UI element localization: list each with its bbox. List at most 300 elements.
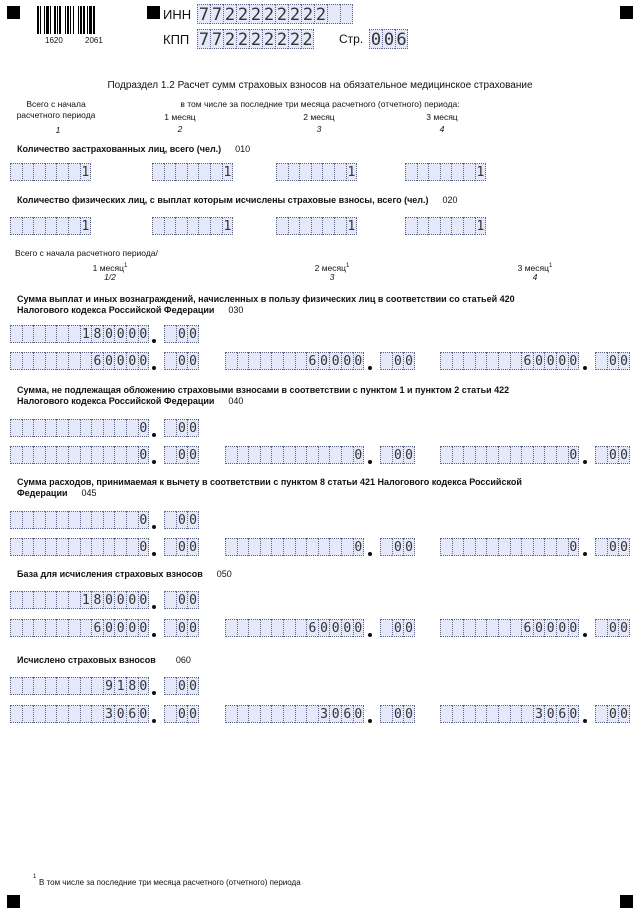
col-total-number: 1 (55, 125, 61, 135)
char-cell (10, 591, 22, 609)
char-cell: 6 (521, 619, 533, 637)
line-060-month2-dec[interactable] (380, 705, 415, 723)
char-cell (595, 538, 607, 556)
char-cell (380, 352, 392, 370)
line-045-month2-dec[interactable] (380, 538, 415, 556)
line-060-month1-dec[interactable] (164, 705, 199, 723)
char-cell (68, 325, 80, 343)
char-cell (114, 538, 126, 556)
col-month1-number: 2 (177, 124, 183, 134)
line-030-month1-int[interactable] (10, 352, 149, 370)
barcode-bar (67, 6, 69, 34)
char-cell (22, 419, 34, 437)
char-cell: 0 (176, 446, 188, 464)
char-cell: 0 (354, 354, 363, 369)
char-cell: 0 (544, 705, 556, 723)
line-050-total-dec[interactable] (164, 591, 199, 609)
barcode-bar (40, 6, 41, 34)
line-045-total-dec[interactable] (164, 511, 199, 529)
char-cell: 0 (354, 448, 363, 463)
line-050-month2-dec[interactable] (380, 619, 415, 637)
char-cell (33, 325, 45, 343)
char-cell: 0 (176, 591, 188, 609)
line-050-label: База для исчисления страховых взносов 050 (17, 569, 232, 579)
char-cell (271, 446, 283, 464)
char-cell (210, 163, 222, 181)
char-cell (237, 538, 249, 556)
line-030-total-dec[interactable] (164, 325, 199, 343)
char-cell: 0 (189, 513, 197, 528)
char-cell: 0 (103, 591, 115, 609)
barcode-bar (73, 6, 74, 34)
decimal-dot (152, 433, 156, 437)
char-cell: 0 (139, 679, 148, 694)
char-cell: 0 (189, 448, 197, 463)
char-cell (271, 619, 283, 637)
line-045-month1-dec[interactable] (164, 538, 199, 556)
char-cell (10, 217, 22, 235)
char-cell (56, 352, 68, 370)
line-010-month1[interactable] (152, 163, 233, 181)
line-045-total-int[interactable] (10, 511, 149, 529)
char-cell (33, 352, 45, 370)
char-cell (260, 538, 272, 556)
char-cell (248, 705, 260, 723)
char-cell (10, 163, 22, 181)
char-cell (91, 705, 103, 723)
line-050-month3-dec[interactable] (595, 619, 630, 637)
char-cell (164, 705, 176, 723)
char-cell (276, 217, 288, 235)
char-cell: 0 (126, 352, 138, 370)
char-cell (164, 511, 176, 529)
line-040-total-dec[interactable] (164, 419, 199, 437)
char-cell (45, 591, 57, 609)
char-cell (533, 538, 545, 556)
char-cell: 2 (224, 5, 236, 25)
char-cell (334, 163, 346, 181)
col-month3-number: 4 (439, 124, 445, 134)
char-cell (283, 352, 295, 370)
char-cell (486, 619, 498, 637)
char-cell (498, 446, 510, 464)
char-cell (91, 677, 103, 695)
line-030-month3-int[interactable] (440, 352, 579, 370)
char-cell (10, 352, 22, 370)
char-cell (225, 705, 237, 723)
char-cell (103, 419, 115, 437)
char-cell (521, 705, 533, 723)
line-050-month3-int[interactable] (440, 619, 579, 637)
char-cell (164, 591, 176, 609)
char-cell (260, 705, 272, 723)
decimal-dot (152, 525, 156, 529)
char-cell (452, 705, 464, 723)
months-subtitle: в том числе за последние три месяца расчетного (отчетного) периода: (180, 99, 460, 109)
char-cell (248, 619, 260, 637)
char-cell: 3 (533, 705, 545, 723)
char-cell (288, 217, 300, 235)
char-cell (440, 705, 452, 723)
char-cell (271, 538, 283, 556)
char-cell (329, 446, 341, 464)
char-cell (498, 538, 510, 556)
char-cell: 0 (392, 538, 404, 556)
char-cell (22, 677, 34, 695)
char-cell (56, 446, 68, 464)
char-cell: 0 (354, 540, 363, 555)
line-040-month2-int[interactable] (225, 446, 364, 464)
char-cell (322, 217, 334, 235)
char-cell (475, 446, 487, 464)
char-cell (33, 538, 45, 556)
char-cell: 1 (347, 219, 356, 234)
char-cell: 8 (126, 677, 138, 695)
char-cell (45, 325, 57, 343)
char-cell (533, 446, 545, 464)
line-010-month2[interactable] (276, 163, 357, 181)
char-cell: 1 (80, 591, 92, 609)
line-050-month1-dec[interactable] (164, 619, 199, 637)
char-cell (22, 619, 34, 637)
col-total-header: Всего с начала расчетного периода (16, 99, 96, 120)
char-cell (33, 591, 45, 609)
line-045-month2-int[interactable] (225, 538, 364, 556)
char-cell: 9 (103, 677, 115, 695)
char-cell (10, 677, 22, 695)
line-020-month1[interactable] (152, 217, 233, 235)
char-cell: 0 (139, 593, 148, 608)
line-060-month1-int[interactable] (10, 705, 149, 723)
line-045-month3-int[interactable] (440, 538, 579, 556)
char-cell (33, 619, 45, 637)
char-cell: 1 (80, 325, 92, 343)
char-cell (22, 217, 34, 235)
char-cell (288, 163, 300, 181)
col2-month3-number: 4 (532, 272, 538, 282)
char-cell (80, 538, 92, 556)
col2-month1-header: 1 месяц$^1$ (92, 262, 128, 273)
char-cell (22, 352, 34, 370)
char-cell: 0 (329, 619, 341, 637)
line-010-total[interactable] (10, 163, 91, 181)
decimal-dot (583, 719, 587, 723)
line-050-month1-int[interactable] (10, 619, 149, 637)
char-cell (595, 352, 607, 370)
line-045-label: Сумма расходов, принимаемая к вычету в соответствии с пунктом 8 статьи 421 Налогового кодекса Российской Федерации 045 (17, 477, 522, 498)
char-cell (33, 419, 45, 437)
barcode-bar (50, 6, 51, 34)
line-045-month3-dec[interactable] (595, 538, 630, 556)
char-cell (45, 446, 57, 464)
char-cell (341, 538, 353, 556)
char-cell (463, 619, 475, 637)
char-cell (463, 217, 475, 235)
char-cell (10, 446, 22, 464)
char-cell (10, 419, 22, 437)
char-cell (311, 163, 323, 181)
char-cell (45, 163, 57, 181)
char-cell (271, 705, 283, 723)
decimal-dot (152, 605, 156, 609)
char-cell (80, 619, 92, 637)
char-cell (237, 446, 249, 464)
char-cell (56, 591, 68, 609)
char-cell: 0 (569, 707, 578, 722)
line-060-month3-dec[interactable] (595, 705, 630, 723)
char-cell (417, 217, 429, 235)
char-cell (68, 511, 80, 529)
barcode-bar (78, 6, 79, 34)
char-cell: 2 (263, 5, 275, 25)
col2-total-header: Всего с начала расчетного периода/ (15, 248, 158, 258)
col-month3-header: 3 месяц (426, 112, 458, 122)
char-cell (510, 538, 522, 556)
char-cell (595, 705, 607, 723)
line-020-total[interactable] (10, 217, 91, 235)
char-cell: 1 (81, 165, 90, 180)
char-cell: 0 (354, 621, 363, 636)
char-cell (45, 352, 57, 370)
char-cell: 0 (176, 511, 188, 529)
char-cell (283, 705, 295, 723)
char-cell: 0 (405, 448, 413, 463)
char-cell: 0 (329, 352, 341, 370)
char-cell (486, 352, 498, 370)
line-045-month1-int[interactable] (10, 538, 149, 556)
char-cell (45, 511, 57, 529)
barcode-bar (93, 6, 95, 34)
char-cell (498, 705, 510, 723)
char-cell: 8 (91, 325, 103, 343)
char-cell: 0 (103, 325, 115, 343)
char-cell (498, 352, 510, 370)
line-040-month1-dec[interactable] (164, 446, 199, 464)
line-040-total-int[interactable] (10, 419, 149, 437)
barcode-bar (70, 6, 71, 34)
line-030-month2-int[interactable] (225, 352, 364, 370)
char-cell: 2 (289, 5, 301, 25)
char-cell: 0 (405, 707, 413, 722)
char-cell (271, 352, 283, 370)
char-cell (452, 619, 464, 637)
char-cell (164, 217, 176, 235)
char-cell (80, 705, 92, 723)
char-cell (33, 511, 45, 529)
char-cell (103, 538, 115, 556)
char-cell: 0 (176, 419, 188, 437)
char-cell: 0 (607, 446, 619, 464)
char-cell (80, 446, 92, 464)
char-cell (295, 352, 307, 370)
decimal-dot (368, 552, 372, 556)
line-030-month3-dec[interactable] (595, 352, 630, 370)
inn-field[interactable] (197, 4, 353, 24)
char-cell (22, 325, 34, 343)
decimal-dot (152, 366, 156, 370)
char-cell (486, 446, 498, 464)
char-cell: 8 (91, 591, 103, 609)
char-cell (126, 419, 138, 437)
char-cell (164, 325, 176, 343)
char-cell (440, 163, 452, 181)
char-cell (68, 446, 80, 464)
line-040-month3-dec[interactable] (595, 446, 630, 464)
char-cell (327, 4, 340, 24)
char-cell (56, 325, 68, 343)
line-060-total-dec[interactable] (164, 677, 199, 695)
line-050-total-int[interactable] (10, 591, 149, 609)
line-050-month2-int[interactable] (225, 619, 364, 637)
char-cell (56, 538, 68, 556)
char-cell (295, 705, 307, 723)
char-cell (475, 352, 487, 370)
char-cell (237, 352, 249, 370)
char-cell (33, 446, 45, 464)
char-cell: 1 (223, 219, 232, 234)
char-cell (56, 419, 68, 437)
line-040-month2-dec[interactable] (380, 446, 415, 464)
char-cell (544, 446, 556, 464)
char-cell (68, 352, 80, 370)
decimal-dot (583, 366, 587, 370)
char-cell: 0 (189, 327, 197, 342)
kpp-field[interactable] (197, 29, 314, 49)
char-cell (299, 217, 311, 235)
char-cell: 3 (318, 705, 330, 723)
char-cell: 0 (620, 448, 628, 463)
char-cell: 0 (620, 621, 628, 636)
char-cell: 0 (318, 619, 330, 637)
char-cell: 0 (354, 707, 363, 722)
char-cell (68, 619, 80, 637)
char-cell (306, 705, 318, 723)
char-cell: 7 (211, 5, 223, 25)
page-field[interactable] (369, 29, 408, 49)
line-060-month3-int[interactable] (440, 705, 579, 723)
line-060-total-int[interactable] (10, 677, 149, 695)
line-030-label: Сумма выплат и иных вознаграждений, начисленных в пользу физических лиц в соответствии со статьей 420 Налогового кодекса Российской Федерации 030 (17, 294, 515, 315)
char-cell (510, 352, 522, 370)
char-cell (283, 446, 295, 464)
char-cell (405, 163, 417, 181)
line-020-month3[interactable] (405, 217, 486, 235)
char-cell: 6 (306, 619, 318, 637)
char-cell (260, 619, 272, 637)
char-cell: 0 (607, 619, 619, 637)
char-cell: 0 (329, 705, 341, 723)
char-cell: 2 (315, 5, 327, 25)
char-cell: 2 (302, 30, 313, 50)
char-cell (45, 619, 57, 637)
char-cell (91, 446, 103, 464)
char-cell: 0 (189, 621, 197, 636)
char-cell (91, 419, 103, 437)
char-cell (334, 217, 346, 235)
line-010-month3[interactable] (405, 163, 486, 181)
char-cell (210, 217, 222, 235)
char-cell: 1 (476, 219, 485, 234)
char-cell (260, 446, 272, 464)
char-cell (10, 511, 22, 529)
char-cell (248, 538, 260, 556)
char-cell: 2 (289, 30, 301, 50)
char-cell (486, 705, 498, 723)
char-cell (318, 446, 330, 464)
char-cell: 0 (189, 707, 197, 722)
char-cell: 6 (521, 352, 533, 370)
char-cell: 0 (620, 354, 628, 369)
decimal-dot (583, 552, 587, 556)
char-cell (475, 705, 487, 723)
char-cell: 0 (114, 325, 126, 343)
char-cell (198, 163, 210, 181)
char-cell (440, 446, 452, 464)
char-cell: 0 (139, 540, 148, 555)
char-cell (510, 619, 522, 637)
char-cell (164, 419, 176, 437)
line-030-month1-dec[interactable] (164, 352, 199, 370)
char-cell (68, 538, 80, 556)
char-cell: 0 (176, 325, 188, 343)
char-cell (164, 677, 176, 695)
char-cell: 2 (237, 30, 249, 50)
decimal-dot (152, 691, 156, 695)
char-cell (33, 705, 45, 723)
char-cell (595, 619, 607, 637)
char-cell: 0 (569, 448, 578, 463)
char-cell (510, 705, 522, 723)
decimal-dot (368, 719, 372, 723)
char-cell: 0 (620, 540, 628, 555)
char-cell: 1 (81, 219, 90, 234)
char-cell (380, 619, 392, 637)
line-030-month2-dec[interactable] (380, 352, 415, 370)
char-cell (452, 352, 464, 370)
char-cell (311, 217, 323, 235)
char-cell: 1 (223, 165, 232, 180)
char-cell: 0 (139, 354, 148, 369)
col-month2-header: 2 месяц (303, 112, 335, 122)
char-cell: 0 (341, 352, 353, 370)
decimal-dot (152, 719, 156, 723)
char-cell (175, 217, 187, 235)
line-020-month2[interactable] (276, 217, 357, 235)
char-cell (114, 419, 126, 437)
line-040-month3-int[interactable] (440, 446, 579, 464)
char-cell: 0 (139, 513, 148, 528)
char-cell (68, 163, 80, 181)
char-cell (68, 677, 80, 695)
line-030-total-int[interactable] (10, 325, 149, 343)
char-cell (463, 538, 475, 556)
char-cell: 0 (189, 354, 197, 369)
char-cell (80, 352, 92, 370)
char-cell: 0 (607, 705, 619, 723)
char-cell (45, 419, 57, 437)
barcode-bar (87, 6, 88, 34)
char-cell (452, 446, 464, 464)
char-cell: 0 (139, 448, 148, 463)
line-040-month1-int[interactable] (10, 446, 149, 464)
char-cell: 2 (263, 30, 275, 50)
line-060-month2-int[interactable] (225, 705, 364, 723)
char-cell: 0 (114, 619, 126, 637)
char-cell: 0 (607, 352, 619, 370)
char-cell: 0 (189, 593, 197, 608)
char-cell: 1 (347, 165, 356, 180)
char-cell (225, 619, 237, 637)
